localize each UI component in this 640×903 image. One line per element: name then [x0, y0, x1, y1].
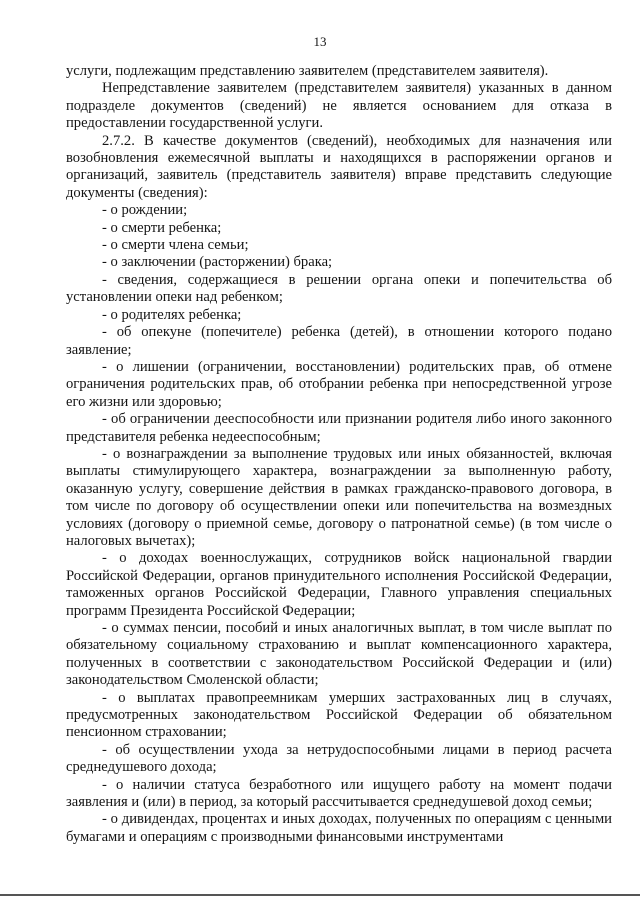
paragraph: - сведения, содержащиеся в решении органа опеки и попечительства об установлении опеки над ребенком; — [66, 271, 612, 306]
paragraph: - об опекуне (попечителе) ребенка (детей), в отношении которого подано заявление; — [66, 324, 612, 358]
paragraph: - о вознаграждении за выполнение трудовых или иных обязанностей, включая выплаты стимулирующего характера, вознаграждении за выполненную работу, оказанную услугу, совершение действия в рамках гражданско-правового договора, в том числе по договору об осуществлении опеки или попечительства на возмездных условиях (договору о приемной семье, договору о патронатной семье) (в том числе о налоговых вычетах); — [66, 445, 612, 549]
paragraph: услуги, подлежащим представлению заявителем (представителем заявителя). — [66, 63, 549, 79]
paragraph: - о заключении (расторжении) брака; — [102, 254, 333, 271]
paragraph: - об ограничении дееспособности или признании родителя либо иного законного представителя ребенка недееспособным; — [66, 411, 612, 445]
paragraph: 2.7.2. В качестве документов (сведений), необходимых для назначения или возобновления ежемесячной выплаты и находящихся в распоряжении органов и организаций, заявитель (представитель заявителя) вправе представить следующие документы (сведения): — [66, 132, 612, 201]
paragraph: - о наличии статуса безработного или ищущего работу на момент подачи заявления и (или) в период, за который рассчитывается среднедушевой доход семьи; — [66, 776, 612, 811]
paragraph: - о доходах военнослужащих, сотрудников войск национальной гвардии Российской Федерации, органов принудительного исполнения Российской Федерации, таможенных органов Российской Федерации, Главного управления специальных программ Президента Российской Федерации; — [66, 550, 612, 619]
paragraph: - об осуществлении ухода за нетрудоспособными лицами в период расчета среднедушевого дохода; — [66, 741, 612, 776]
paragraph: - о родителях ребенка; — [102, 306, 242, 323]
paragraph: - о рождении; — [102, 202, 188, 219]
paragraph: - о выплатах правопреемникам умерших застрахованных лиц в случаях, предусмотренных законодательством Российской Федерации об обязательном пенсионном страховании; — [66, 689, 612, 741]
paragraph: - о смерти ребенка; — [102, 219, 222, 236]
paragraph: - о смерти члена семьи; — [102, 237, 249, 254]
paragraph: Непредставление заявителем (представителем заявителя) указанных в данном подразделе документов (сведений) не является основанием для отказа в предоставлении государственной услуги. — [66, 80, 612, 132]
document-body — [66, 63, 612, 846]
paragraph: - о суммах пенсии, пособий и иных аналогичных выплат, в том числе выплат по обязательному социальному страхованию и выплат компенсационного характера, полученных в соответствии с законодательством Российской Федерации и (или) законодательством Смоленской области; — [66, 620, 612, 689]
paragraph: - о лишении (ограничении, восстановлении) родительских прав, об отмене ограничения родительских прав, об отобрании ребенка при непосредственной угрозе его жизни или здоровью; — [66, 358, 612, 410]
scan-bottom-edge — [0, 894, 640, 896]
paragraph: - о дивидендах, процентах и иных доходах, полученных по операциям с ценными бумагами и операциям с производными финансовыми инструментами — [66, 811, 612, 845]
page-number: 13 — [313, 34, 327, 49]
